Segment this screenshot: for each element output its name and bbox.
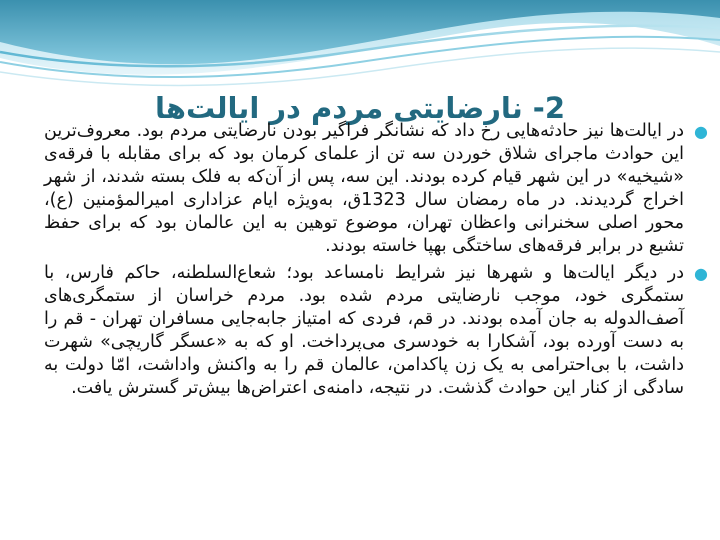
slide-title: 2- نارضایتی مردم در ایالت‌ها bbox=[154, 91, 566, 125]
slide-content bbox=[44, 120, 708, 404]
bullet-item bbox=[44, 120, 708, 258]
bullet-text: در دیگر ایالت‌ها و شهرها نیز شرایط نامساعد بود؛ شعاع‌السلطنه، حاکم فارس، با ستمگری خود، موجب نارضایتی مردم شده بود. مردم خراسان از ستمگری‌های آصف‌الدوله به جان آمده بودند. در قم، فردی که امتیاز جابه‌جایی مسافران تهران - قم را به دست آورده بود، آشکارا به خودسری می‌پرداخت. او که به «عسگر گاریچی» شهرت داشت، با بی‌احترامی به یک زن پاکدامن، عالمان قم را به واکنش واداشت، امّا دولت به سادگی از کنار این حوادث گذشت. در نتیجه، دامنه‌ی اعتراض‌ها بیش‌تر گسترش یافت. bbox=[44, 263, 684, 398]
wave-header-decoration bbox=[0, 0, 720, 95]
bullet-text: در ایالت‌ها نیز حادثه‌هایی رخ داد که نشانگر فراگیر بودن نارضایتی مردم بود. معروف‌ترین این حوادث ماجرای شلاق خوردن سه تن از علمای کرمان بود که برای مقابله با فرقه‌ی «شیخیه» در این شهر قیام کرده بودند. این سه، پس از آن‌که به فلک بسته شدند، از شهر اخراج گردیدند. در ماه رمضان سال 1323ق، به‌ویژه ایام عزاداری امیرالمؤمنین (ع)، محور اصلی سخنرانی واعظان تهران، موضوع توهین به این عالمان بود که برای حفظ تشیع در برابر فرقه‌های ساختگی بهپا خاسته بودند. bbox=[44, 121, 684, 256]
wave-band-dark bbox=[0, 0, 720, 64]
bullet-dot-icon: ● bbox=[694, 264, 708, 283]
bullet-dot-icon: ● bbox=[694, 122, 708, 141]
bullet-item bbox=[44, 262, 708, 400]
